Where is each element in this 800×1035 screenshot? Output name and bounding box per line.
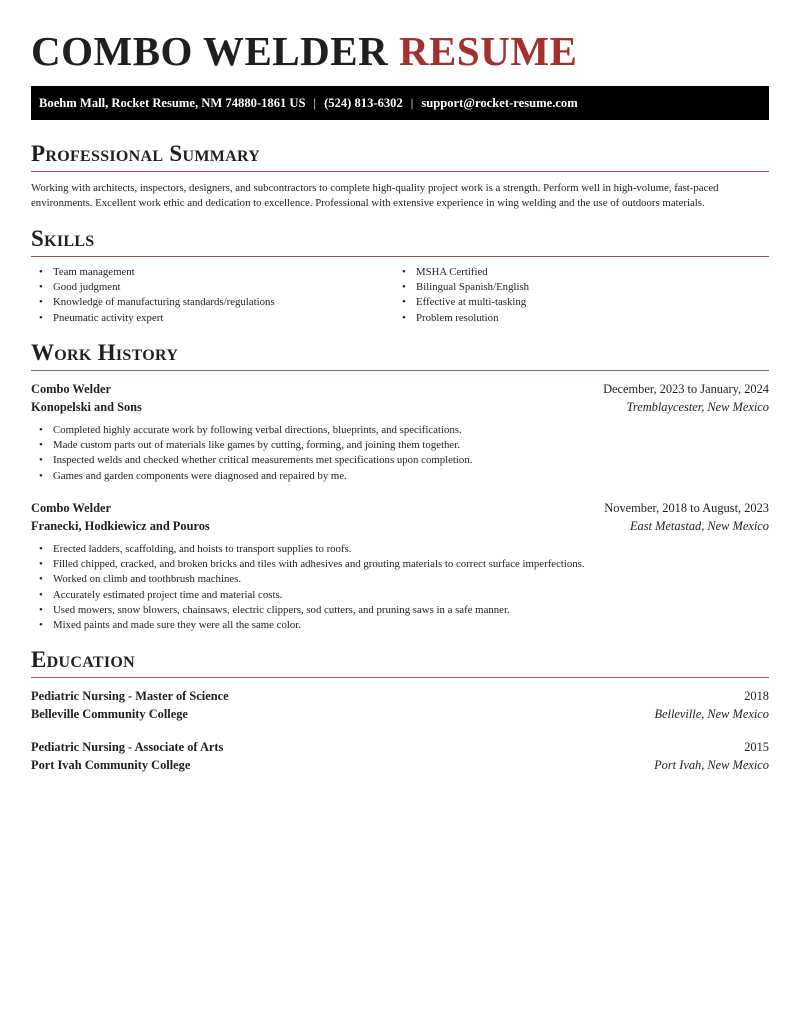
- skill-item: • Good judgment: [31, 280, 391, 295]
- resume-title: [31, 26, 577, 76]
- skills-heading: Skills: [31, 225, 769, 257]
- summary-text: Working with architects, inspectors, designers, and subcontractors to complete high-quality project work is a strength. Perform well in high-volume, fast-paced environments. Excellent work ethic and dedication to excellence. Professional with extensive experience in wing welding and the use of outdoors materials.: [31, 182, 719, 209]
- education-degree-row: [31, 738, 769, 756]
- job-title: Combo Welder: [31, 501, 111, 515]
- education-heading: Education: [31, 646, 769, 678]
- education-degree-row: [31, 687, 769, 705]
- skill-item: • Team management: [31, 265, 391, 280]
- job-dates: November, 2018 to August, 2023: [604, 501, 769, 515]
- job-duty: • Games and garden components were diagnosed and repaired by me.: [31, 469, 769, 484]
- education-location: Port Ivah, New Mexico: [654, 758, 769, 772]
- skill-item: • Pneumatic activity expert: [31, 311, 391, 326]
- job-duty: • Filled chipped, cracked, and broken bricks and tiles with adhesives and grouting materials to correct surface imperfections.: [31, 557, 769, 572]
- job-duty: • Used mowers, snow blowers, chainsaws, electric clippers, sod cutters, and pruning saws in a safe manner.: [31, 603, 769, 618]
- education-school-row: [31, 756, 769, 774]
- skills-list-right: [394, 265, 754, 326]
- contact-bar: [31, 86, 769, 120]
- education-year: 2015: [744, 740, 769, 754]
- job-company: Konopelski and Sons: [31, 400, 142, 414]
- education-school: Belleville Community College: [31, 707, 188, 721]
- education-degree: Pediatric Nursing - Master of Science: [31, 689, 229, 703]
- skill-item: • Bilingual Spanish/English: [394, 280, 754, 295]
- job-dates: December, 2023 to January, 2024: [603, 382, 769, 396]
- education-year: 2018: [744, 689, 769, 703]
- job-duties-list: [31, 423, 769, 484]
- job-header-row: [31, 380, 769, 398]
- summary-heading: Professional Summary: [31, 140, 769, 172]
- job-duties-list: [31, 542, 769, 633]
- job-company-row: [31, 398, 769, 416]
- job-duty: • Worked on climb and toothbrush machines.: [31, 572, 769, 587]
- skill-item: • Effective at multi-tasking: [394, 295, 754, 310]
- contact-phone: (524) 813-6302: [324, 96, 403, 110]
- education-school: Port Ivah Community College: [31, 758, 191, 772]
- skill-item: • Problem resolution: [394, 311, 754, 326]
- job-duty: • Mixed paints and made sure they were all the same color.: [31, 618, 769, 633]
- contact-email: support@rocket-resume.com: [421, 96, 578, 110]
- contact-separator: |: [410, 96, 414, 110]
- contact-separator: |: [313, 96, 317, 110]
- education-location: Belleville, New Mexico: [654, 707, 769, 721]
- job-location: Tremblaycester, New Mexico: [626, 400, 769, 414]
- work-heading: Work History: [31, 339, 769, 371]
- education-degree: Pediatric Nursing - Associate of Arts: [31, 740, 224, 754]
- job-company: Franecki, Hodkiewicz and Pouros: [31, 519, 210, 533]
- job-company-row: [31, 517, 769, 535]
- contact-address: Boehm Mall, Rocket Resume, NM 74880-1861 US: [39, 96, 306, 110]
- skills-list-left: [31, 265, 391, 326]
- title-part1: COMBO WELDER: [31, 28, 389, 74]
- skill-item: • Knowledge of manufacturing standards/regulations: [31, 295, 391, 310]
- job-duty: • Made custom parts out of materials like games by cutting, forming, and joining them together.: [31, 438, 769, 453]
- job-duty: • Completed highly accurate work by following verbal directions, blueprints, and specifications.: [31, 423, 769, 438]
- education-school-row: [31, 705, 769, 723]
- job-duty: • Accurately estimated project time and material costs.: [31, 588, 769, 603]
- job-header-row: [31, 499, 769, 517]
- job-duty: • Inspected welds and checked whether critical measurements met specifications upon completion.: [31, 453, 769, 468]
- skill-item: • MSHA Certified: [394, 265, 754, 280]
- job-location: East Metastad, New Mexico: [629, 519, 769, 533]
- job-title: Combo Welder: [31, 382, 111, 396]
- job-duty: • Erected ladders, scaffolding, and hoists to transport supplies to roofs.: [31, 542, 769, 557]
- title-part2: RESUME: [398, 28, 578, 74]
